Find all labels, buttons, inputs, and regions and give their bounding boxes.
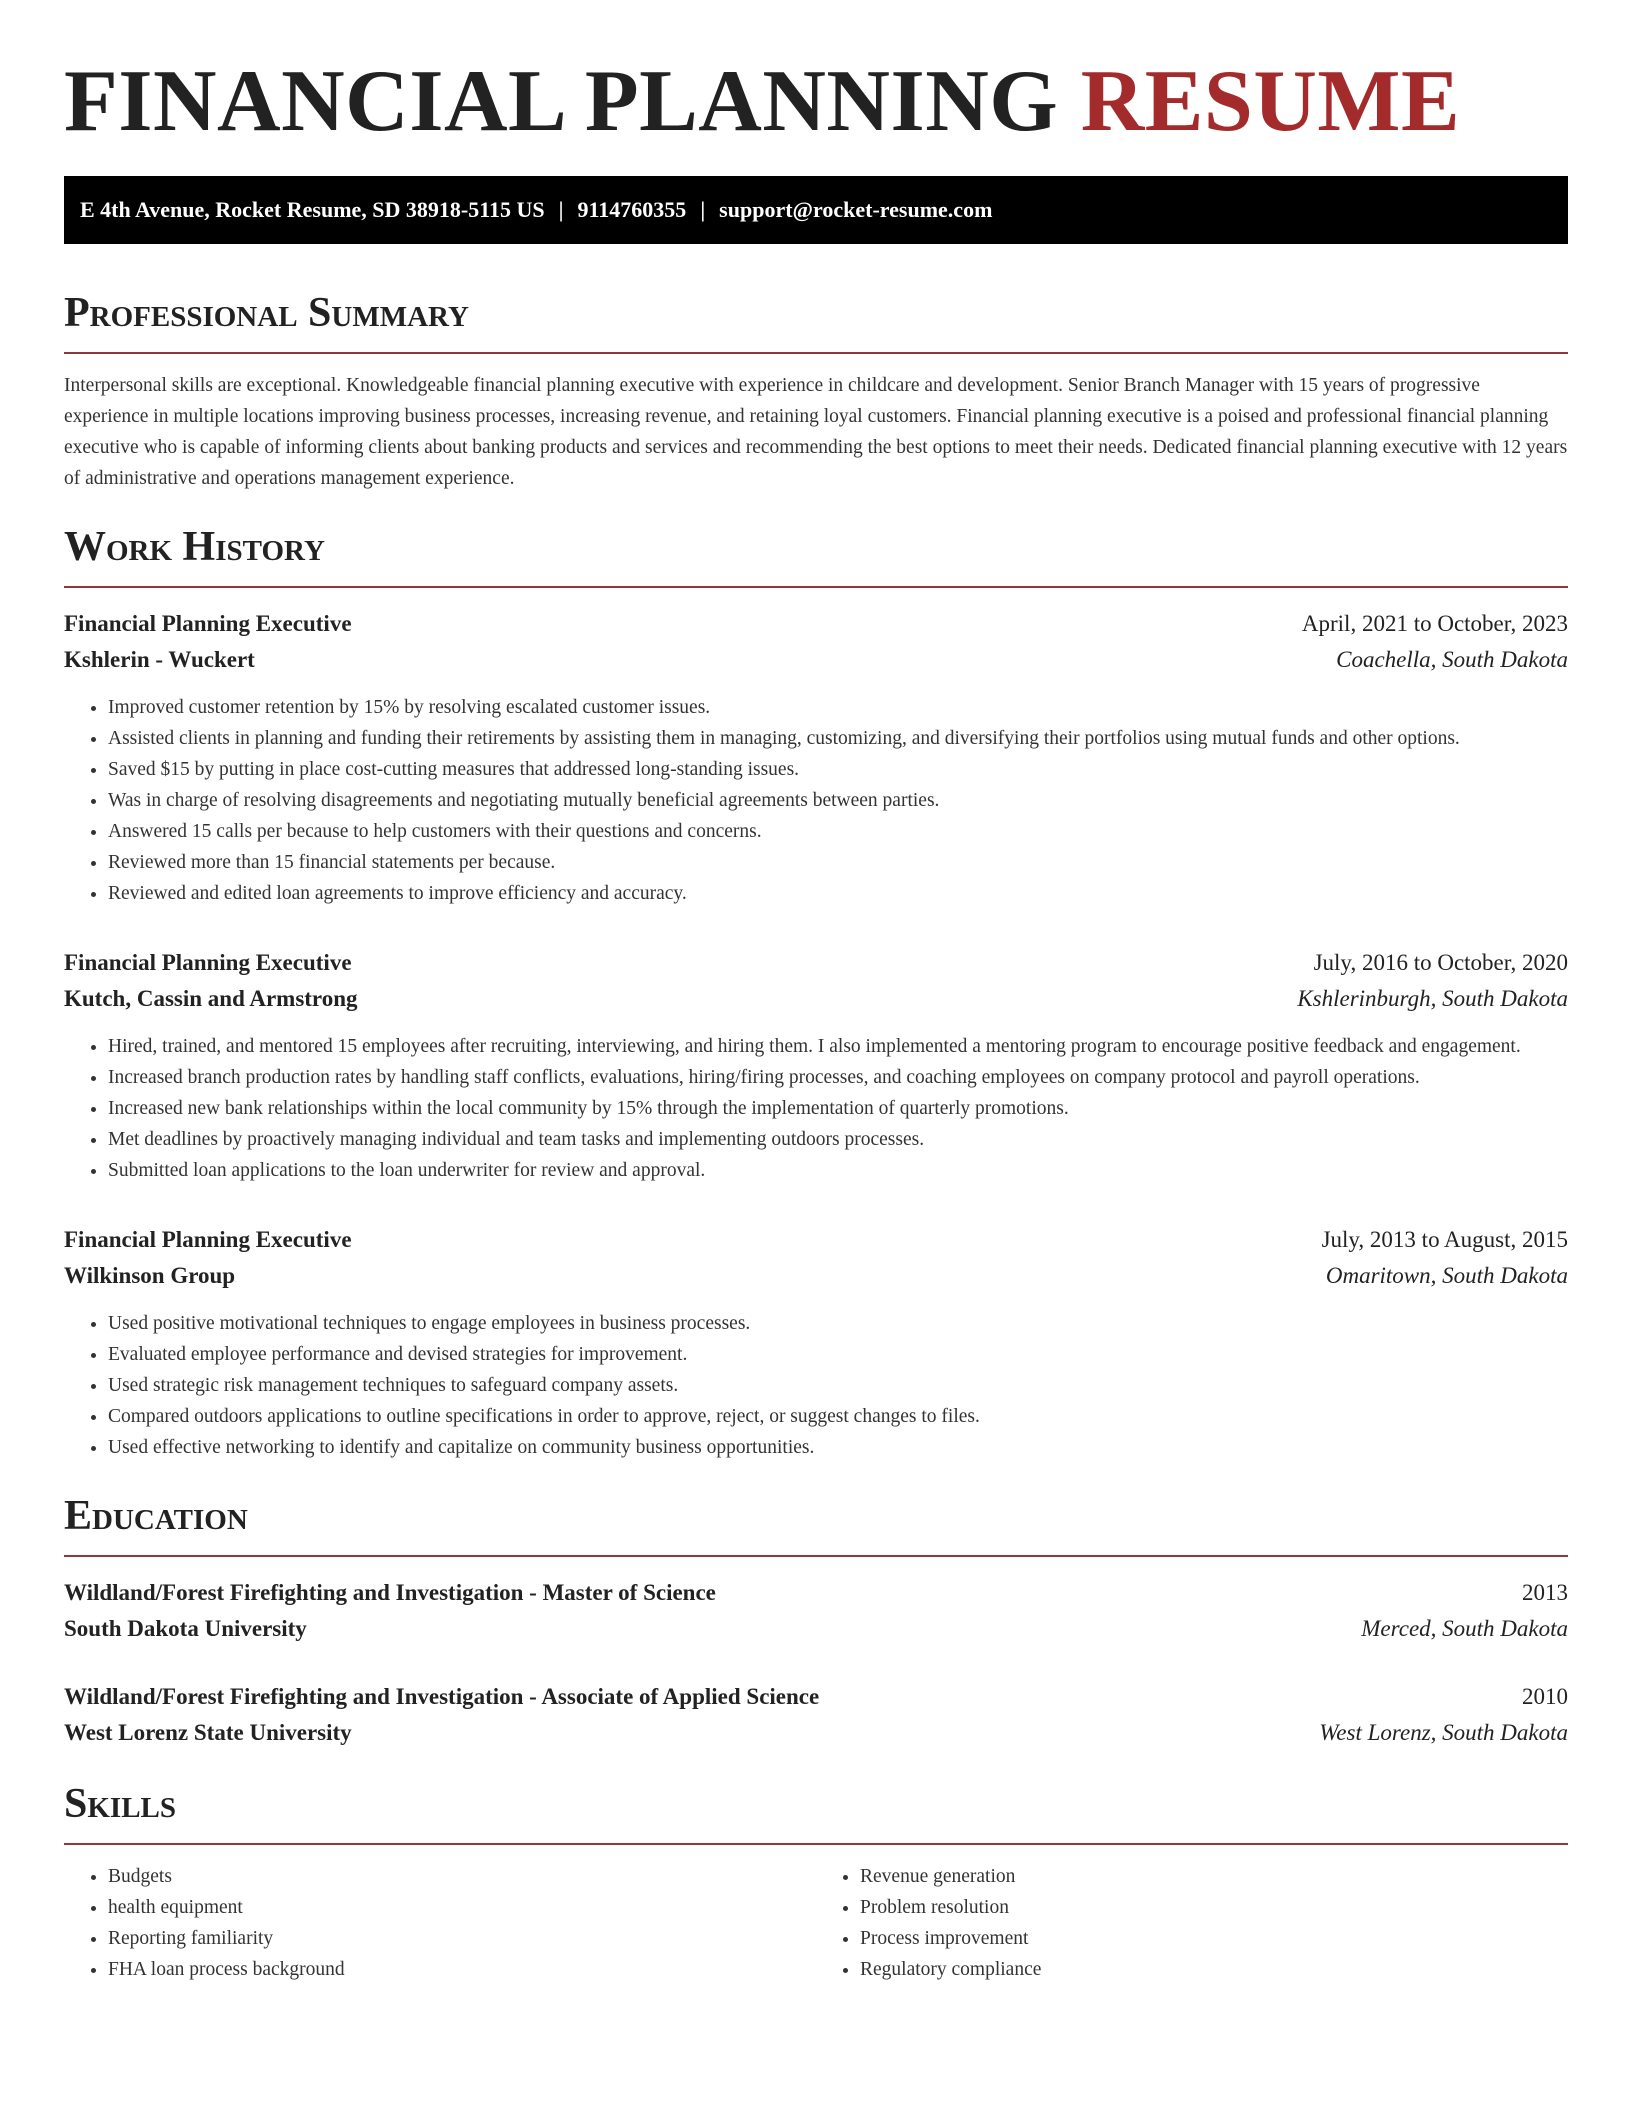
- job-header: [64, 1222, 1568, 1258]
- school: West Lorenz State University: [64, 1720, 352, 1745]
- list-item: • Increased new bank relationships within the local community by 15% through the implementation of quarterly promotions.: [108, 1093, 1568, 1124]
- contact-separator: |: [700, 197, 706, 222]
- resume-title: [64, 0, 1568, 152]
- skill-item: • FHA loan process background: [108, 1954, 816, 1985]
- list-item: • Compared outdoors applications to outline specifications in order to approve, reject, or suggest changes to files.: [108, 1401, 1568, 1432]
- skill-item: • Reporting familiarity: [108, 1923, 816, 1954]
- school-location: West Lorenz, South Dakota: [1319, 1720, 1568, 1745]
- skills-column-right: [816, 1861, 1568, 1985]
- resume-page: [64, 0, 1568, 1985]
- skills-column-left: [64, 1861, 816, 1985]
- job-subheader: [64, 981, 1568, 1017]
- list-item: • Was in charge of resolving disagreements and negotiating mutually beneficial agreements between parties.: [108, 785, 1568, 816]
- job-entry: [64, 1222, 1568, 1463]
- contact-phone[interactable]: 9114760355: [577, 197, 687, 222]
- graduation-year: 2013: [1522, 1580, 1568, 1605]
- job-dates: July, 2016 to October, 2020: [1313, 950, 1568, 975]
- summary-section: [64, 288, 1568, 494]
- job-location: Coachella, South Dakota: [1336, 647, 1568, 672]
- skill-item: • Problem resolution: [860, 1892, 1568, 1923]
- education-header: [64, 1679, 1568, 1715]
- education-subheader: [64, 1611, 1568, 1647]
- education-entry: [64, 1575, 1568, 1647]
- list-item: • Used positive motivational techniques to engage employees in business processes.: [108, 1308, 1568, 1339]
- contact-address: E 4th Avenue, Rocket Resume, SD 38918-5115 US: [80, 197, 545, 222]
- list-item: • Improved customer retention by 15% by resolving escalated customer issues.: [108, 692, 1568, 723]
- section-divider: [64, 352, 1568, 354]
- list-item: • Met deadlines by proactively managing individual and team tasks and implementing outdoors processes.: [108, 1124, 1568, 1155]
- school: South Dakota University: [64, 1616, 307, 1641]
- section-divider: [64, 1555, 1568, 1557]
- section-heading-summary: Professional Summary: [64, 290, 469, 336]
- school-location: Merced, South Dakota: [1361, 1616, 1568, 1641]
- section-divider: [64, 586, 1568, 588]
- education-entry: [64, 1679, 1568, 1751]
- job-dates: April, 2021 to October, 2023: [1301, 611, 1568, 636]
- job-title: Financial Planning Executive: [64, 950, 352, 975]
- skill-item: • Regulatory compliance: [860, 1954, 1568, 1985]
- list-item: • Used strategic risk management techniques to safeguard company assets.: [108, 1370, 1568, 1401]
- degree: Wildland/Forest Firefighting and Investigation - Associate of Applied Science: [64, 1684, 820, 1709]
- section-divider: [64, 1843, 1568, 1845]
- section-heading-skills: Skills: [64, 1781, 177, 1827]
- list-item: • Submitted loan applications to the loan underwriter for review and approval.: [108, 1155, 1568, 1186]
- contact-email[interactable]: support@rocket-resume.com: [719, 197, 993, 222]
- job-subheader: [64, 1258, 1568, 1294]
- education-subheader: [64, 1715, 1568, 1751]
- skills-section: [64, 1779, 1568, 1985]
- title-main: FINANCIAL PLANNING: [64, 53, 1059, 150]
- section-heading-work-history: Work History: [64, 524, 325, 570]
- section-heading-education: Education: [64, 1493, 248, 1539]
- title-accent: RESUME: [1080, 53, 1461, 150]
- list-item: • Assisted clients in planning and funding their retirements by assisting them in managing, customizing, and diversifying their portfolios using mutual funds and other options.: [108, 723, 1568, 754]
- skill-item: • Revenue generation: [860, 1861, 1568, 1892]
- graduation-year: 2010: [1522, 1684, 1568, 1709]
- job-bullets: [64, 692, 1568, 909]
- skill-item: • health equipment: [108, 1892, 816, 1923]
- contact-separator: |: [558, 197, 564, 222]
- skills-grid: [64, 1861, 1568, 1985]
- contact-bar: [64, 176, 1568, 244]
- job-title: Financial Planning Executive: [64, 1227, 352, 1252]
- job-company: Kshlerin - Wuckert: [64, 647, 255, 672]
- list-item: • Increased branch production rates by handling staff conflicts, evaluations, hiring/firing processes, and coaching employees on company protocol and payroll operations.: [108, 1062, 1568, 1093]
- job-location: Kshlerinburgh, South Dakota: [1297, 986, 1568, 1011]
- job-company: Wilkinson Group: [64, 1263, 236, 1288]
- job-location: Omaritown, South Dakota: [1325, 1263, 1568, 1288]
- work-history-section: [64, 522, 1568, 1463]
- summary-text: Interpersonal skills are exceptional. Knowledgeable financial planning executive with experience in childcare and development. Senior Branch Manager with 15 years of progressive experience in multiple locations improving business processes, increasing revenue, and retaining loyal customers. Financial planning executive is a poised and professional financial planning executive who is capable of informing clients about banking products and services and recommending the best options to meet their needs. Dedicated financial planning executive with 12 years of administrative and operations management experience.: [64, 375, 1568, 489]
- list-item: • Used effective networking to identify and capitalize on community business opportunities.: [108, 1432, 1568, 1463]
- degree: Wildland/Forest Firefighting and Investigation - Master of Science: [64, 1580, 716, 1605]
- job-header: [64, 945, 1568, 981]
- list-item: • Hired, trained, and mentored 15 employees after recruiting, interviewing, and hiring them. I also implemented a mentoring program to encourage positive feedback and engagement.: [108, 1031, 1568, 1062]
- job-bullets: [64, 1031, 1568, 1186]
- job-entry: [64, 945, 1568, 1186]
- education-section: [64, 1491, 1568, 1751]
- skill-item: • Budgets: [108, 1861, 816, 1892]
- job-bullets: [64, 1308, 1568, 1463]
- job-subheader: [64, 642, 1568, 678]
- education-header: [64, 1575, 1568, 1611]
- job-company: Kutch, Cassin and Armstrong: [64, 986, 358, 1011]
- job-header: [64, 606, 1568, 642]
- list-item: • Saved $15 by putting in place cost-cutting measures that addressed long-standing issues.: [108, 754, 1568, 785]
- job-dates: July, 2013 to August, 2015: [1321, 1227, 1568, 1252]
- list-item: • Reviewed and edited loan agreements to improve efficiency and accuracy.: [108, 878, 1568, 909]
- job-entry: [64, 606, 1568, 909]
- list-item: • Evaluated employee performance and devised strategies for improvement.: [108, 1339, 1568, 1370]
- list-item: • Reviewed more than 15 financial statements per because.: [108, 847, 1568, 878]
- job-title: Financial Planning Executive: [64, 611, 352, 636]
- skill-item: • Process improvement: [860, 1923, 1568, 1954]
- list-item: • Answered 15 calls per because to help customers with their questions and concerns.: [108, 816, 1568, 847]
